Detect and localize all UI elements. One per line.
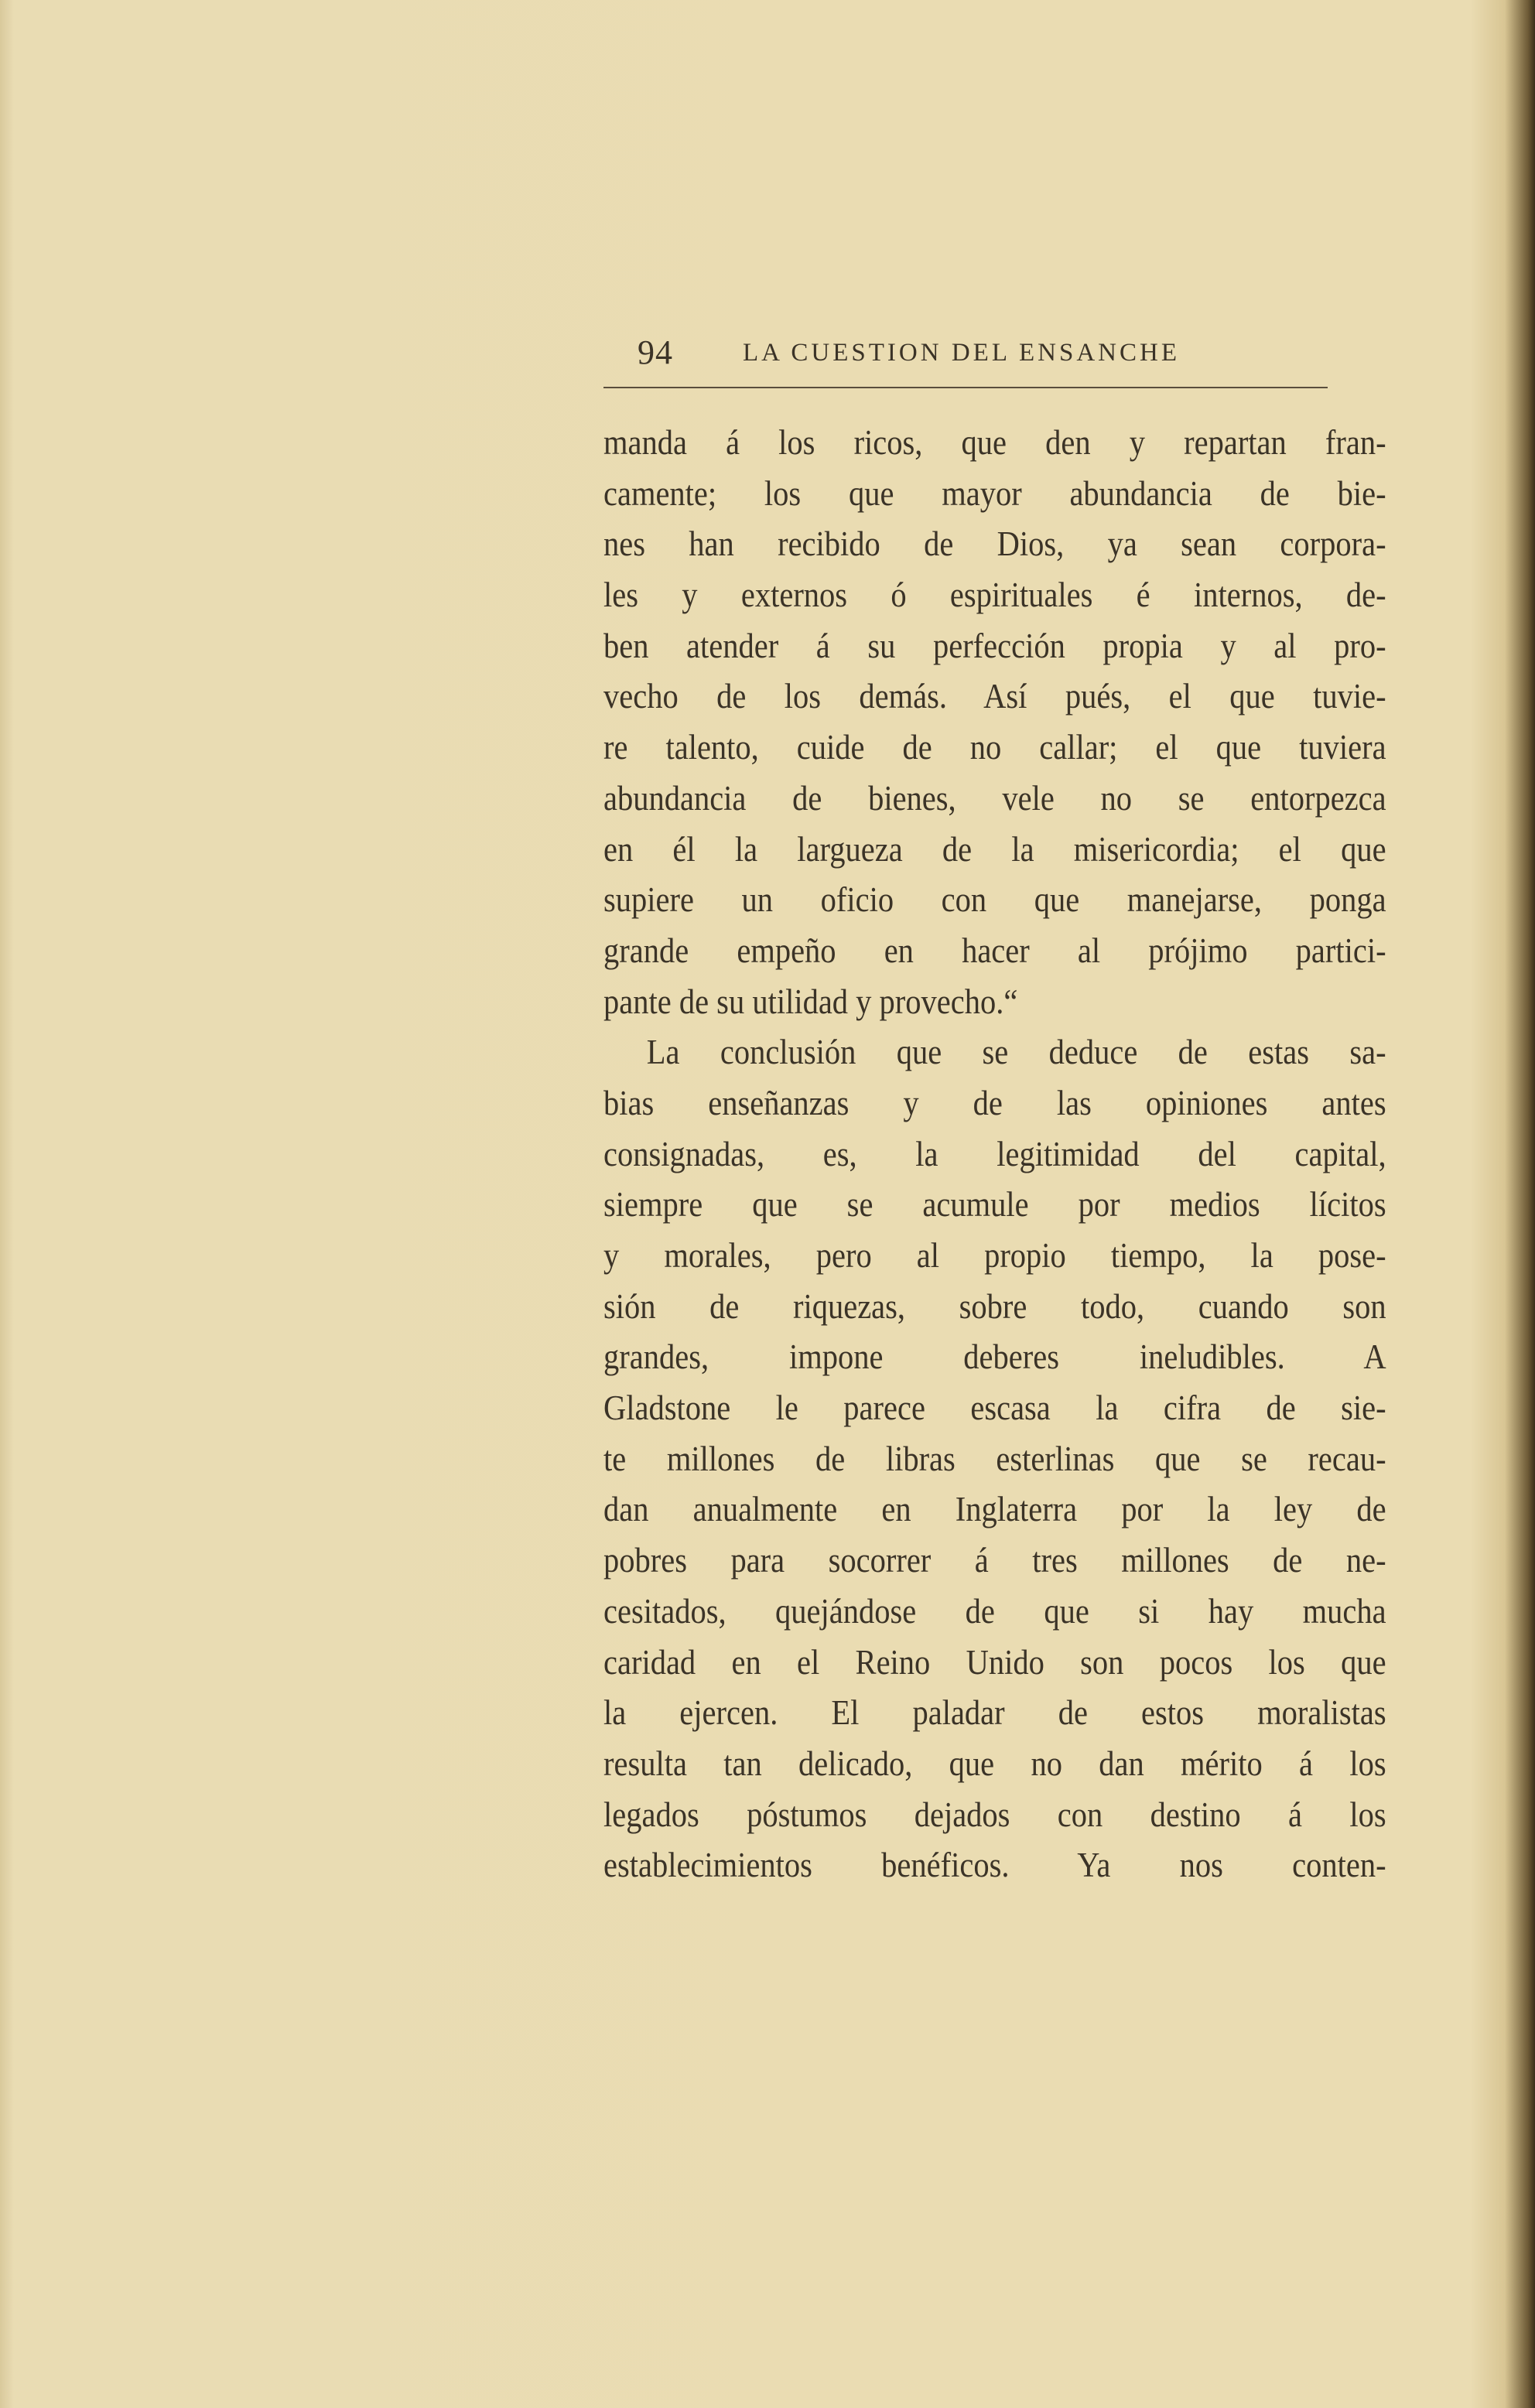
text-line: la ejercen. El paladar de estos moralistas: [603, 1693, 1386, 1733]
text-line: abundancia de bienes, vele no se entorpezca: [603, 778, 1386, 818]
text-line: dan anualmente en Inglaterra por la ley de: [603, 1490, 1386, 1529]
text-line: consignadas, es, la legitimidad del capital,: [603, 1134, 1386, 1173]
text-line: supiere un oficio con que manejarse, ponga: [603, 880, 1386, 920]
text-line: te millones de libras esterlinas que se recau-: [603, 1439, 1386, 1478]
page-number: 94: [638, 333, 673, 371]
text-line: Gladstone le parece escasa la cifra de sie-: [603, 1388, 1386, 1428]
body-text: [603, 418, 1386, 1891]
page-header: [603, 333, 1331, 379]
text-line: ben atender á su perfección propia y al pro-: [603, 626, 1386, 665]
text-line: grandes, impone deberes ineludibles. A: [603, 1337, 1386, 1377]
text-line: pobres para socorrer á tres millones de ne-: [603, 1541, 1386, 1580]
text-line: nes han recibido de Dios, ya sean corpora-: [603, 524, 1386, 564]
text-line: re talento, cuide de no callar; el que tuviera: [603, 728, 1386, 767]
text-line: legados póstumos dejados con destino á los: [603, 1795, 1386, 1834]
text-line: La conclusión que se deduce de estas sa-: [646, 1033, 1386, 1072]
text-line: camente; los que mayor abundancia de bie-: [603, 473, 1386, 513]
text-line: vecho de los demás. Así pués, el que tuvie-: [603, 677, 1386, 716]
text-line: manda á los ricos, que den y repartan fran-: [603, 423, 1386, 462]
text-line: resulta tan delicado, que no dan mérito á los: [603, 1744, 1386, 1783]
text-line: pante de su utilidad y provecho.“: [603, 982, 1018, 1021]
text-line: establecimientos benéficos. Ya nos conten-: [603, 1846, 1386, 1885]
text-line: grande empeño en hacer al prójimo partici-: [603, 931, 1386, 970]
text-line: les y externos ó espirituales é internos, de-: [603, 576, 1386, 615]
text-line: cesitados, quejándose de que si hay mucha: [603, 1591, 1386, 1631]
header-rule: [603, 387, 1328, 388]
text-line: y morales, pero al propio tiempo, la pose-: [603, 1236, 1386, 1275]
text-line: sión de riquezas, sobre todo, cuando son: [603, 1286, 1386, 1326]
text-line: caridad en el Reino Unido son pocos los que: [603, 1642, 1386, 1682]
text-line: bias enseñanzas y de las opiniones antes: [603, 1083, 1386, 1122]
running-title: LA CUESTION DEL ENSANCHE: [743, 339, 1181, 367]
text-line: siempre que se acumule por medios lícitos: [603, 1185, 1386, 1224]
text-line: en él la largueza de la misericordia; el que: [603, 829, 1386, 869]
